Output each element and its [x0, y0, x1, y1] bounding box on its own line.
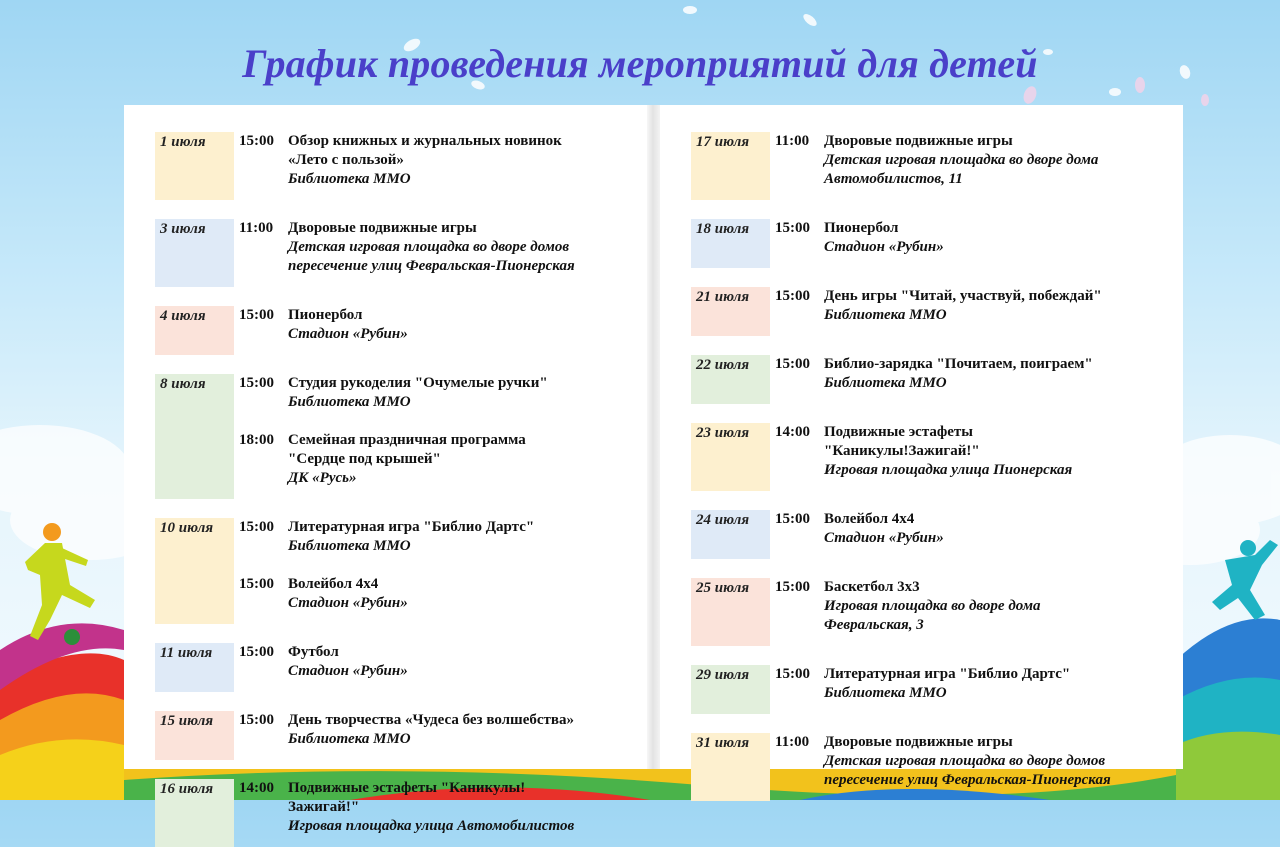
event-text: [824, 578, 1179, 635]
event-title-line: Литературная игра "Библио Дартс": [824, 666, 1071, 682]
event-venue-line: Февральская, 3: [824, 617, 924, 633]
event-item: [775, 287, 1179, 325]
event-venue-line: Стадион «Рубин»: [824, 530, 944, 546]
event-time: 11:00: [239, 220, 274, 236]
event-time: 15:00: [775, 220, 810, 236]
event-title-line: Подвижные эстафеты: [824, 424, 974, 440]
event-time: 11:00: [775, 734, 810, 750]
event-item: [239, 132, 643, 189]
event-title-line: Литературная игра "Библио Дартс": [288, 519, 535, 535]
date-label: 1 июля: [155, 132, 234, 200]
schedule-entry: [660, 578, 1183, 646]
date-label: 29 июля: [691, 665, 770, 714]
schedule-entry: [660, 510, 1183, 559]
page-title: График проведения мероприятий для детей: [242, 41, 1038, 86]
event-item: [239, 219, 643, 276]
event-title-line: Волейбол 4х4: [824, 511, 915, 527]
event-title-line: Дворовые подвижные игры: [288, 220, 477, 236]
event-time: 18:00: [239, 432, 274, 448]
event-item: [239, 374, 643, 412]
event-text: [824, 510, 1179, 548]
event-title-line: День творчества «Чудеса без волшебства»: [288, 712, 574, 728]
date-label: 8 июля: [155, 374, 234, 499]
event-title-line: Футбол: [288, 644, 339, 660]
event-time: 15:00: [775, 356, 810, 372]
event-item: [775, 423, 1179, 480]
event-text: [288, 132, 643, 189]
schedule-entry: [660, 733, 1183, 801]
date-label: 11 июля: [155, 643, 234, 692]
date-label: 16 июля: [155, 779, 234, 847]
event-title-line: Обзор книжных и журнальных новинок: [288, 133, 562, 149]
schedule-entry: [124, 779, 647, 847]
event-venue-line: Библиотека ММО: [288, 731, 411, 747]
event-venue-line: Библиотека ММО: [288, 538, 411, 554]
schedule-entry: [660, 219, 1183, 268]
event-time: 15:00: [239, 712, 274, 728]
schedule-panel-right: [660, 105, 1183, 788]
event-item: [775, 578, 1179, 635]
schedule-entry: [660, 665, 1183, 714]
event-title-line: Дворовые подвижные игры: [824, 734, 1013, 750]
event-item: [775, 219, 1179, 257]
date-label: 17 июля: [691, 132, 770, 200]
event-item: [239, 518, 643, 556]
event-venue-line: Библиотека ММО: [824, 307, 947, 323]
event-venue-line: Стадион «Рубин»: [288, 595, 408, 611]
event-text: [824, 423, 1179, 480]
event-text: [824, 132, 1179, 189]
date-label: 31 июля: [691, 733, 770, 801]
event-time: 14:00: [775, 424, 810, 440]
schedule-entry: [660, 132, 1183, 200]
event-time: 11:00: [775, 133, 810, 149]
event-venue-line: пересечение улиц Февральская-Пионерская: [824, 772, 1111, 788]
event-time: 15:00: [239, 375, 274, 391]
schedule-entry: [660, 287, 1183, 336]
event-title-line: Дворовые подвижные игры: [824, 133, 1013, 149]
event-title-line: Пионербол: [824, 220, 899, 236]
date-label: 22 июля: [691, 355, 770, 404]
date-label: 25 июля: [691, 578, 770, 646]
event-venue-line: Стадион «Рубин»: [288, 663, 408, 679]
event-title-line: Студия рукоделия "Очумелые ручки": [288, 375, 548, 391]
event-text: [288, 711, 643, 749]
event-title-line: Пионербол: [288, 307, 363, 323]
event-text: [288, 374, 643, 412]
event-title-line: Семейная праздничная программа: [288, 432, 526, 448]
event-text: [288, 643, 643, 681]
schedule-panel-left: [124, 105, 647, 834]
date-label: 18 июля: [691, 219, 770, 268]
event-title-line: День игры "Читай, участвуй, побеждай": [824, 288, 1102, 304]
event-item: [775, 510, 1179, 548]
event-title-line: Зажигай!": [288, 799, 360, 815]
event-venue-line: Стадион «Рубин»: [288, 326, 408, 342]
event-time: 15:00: [239, 576, 274, 592]
event-text: [824, 355, 1179, 393]
event-time: 15:00: [239, 133, 274, 149]
schedule-entry: [124, 518, 647, 624]
schedule-entry: [124, 306, 647, 355]
schedule-entry: [124, 132, 647, 200]
event-venue-line: Детская игровая площадка во дворе домов: [824, 753, 1106, 769]
date-label: 23 июля: [691, 423, 770, 491]
event-time: 15:00: [775, 511, 810, 527]
event-text: [288, 575, 643, 613]
schedule-entry: [124, 711, 647, 760]
schedule-entry: [660, 423, 1183, 491]
event-item: [239, 711, 643, 749]
ribbons-left-decoration: [0, 623, 124, 800]
event-item: [239, 779, 643, 836]
event-venue-line: Игровая площадка улица Пионерская: [824, 462, 1073, 478]
event-item: [239, 431, 643, 488]
schedule-entry: [124, 643, 647, 692]
event-time: 14:00: [239, 780, 274, 796]
date-label: 3 июля: [155, 219, 234, 287]
event-time: 15:00: [239, 644, 274, 660]
event-text: [824, 665, 1179, 703]
schedule-entry: [124, 219, 647, 287]
event-item: [239, 643, 643, 681]
event-text: [288, 518, 643, 556]
date-label: 15 июля: [155, 711, 234, 760]
event-text: [824, 219, 1179, 257]
event-title-line: Подвижные эстафеты "Каникулы!: [288, 780, 526, 796]
event-venue-line: Автомобилистов, 11: [824, 171, 963, 187]
date-label: 4 июля: [155, 306, 234, 355]
event-time: 15:00: [775, 288, 810, 304]
event-item: [775, 132, 1179, 189]
date-label: 10 июля: [155, 518, 234, 624]
event-time: 15:00: [239, 307, 274, 323]
event-time: 15:00: [775, 579, 810, 595]
event-text: [288, 306, 643, 344]
event-title-line: Библио-зарядка "Почитаем, поиграем": [824, 356, 1093, 372]
event-title-line: Баскетбол 3х3: [824, 579, 920, 595]
schedule-entry: [124, 374, 647, 499]
event-text: [824, 287, 1179, 325]
event-item: [239, 306, 643, 344]
date-label: 21 июля: [691, 287, 770, 336]
event-title-line: Волейбол 4х4: [288, 576, 379, 592]
event-venue-line: ДК «Русь»: [288, 470, 357, 486]
event-text: [288, 431, 643, 488]
schedule-entry: [660, 355, 1183, 404]
event-text: [824, 733, 1179, 790]
event-venue-line: Стадион «Рубин»: [824, 239, 944, 255]
event-text: [288, 219, 643, 276]
event-item: [775, 355, 1179, 393]
event-title-line: "Сердце под крышей": [288, 451, 441, 467]
event-venue-line: Детская игровая площадка во дворе дома: [824, 152, 1099, 168]
ribbons-right-decoration: [1176, 618, 1280, 800]
event-item: [239, 575, 643, 613]
event-venue-line: пересечение улиц Февральская-Пионерская: [288, 258, 575, 274]
event-text: [288, 779, 643, 836]
event-venue-line: Библиотека ММО: [824, 685, 947, 701]
event-item: [775, 665, 1179, 703]
event-time: 15:00: [239, 519, 274, 535]
column-divider: [647, 105, 660, 769]
event-venue-line: Игровая площадка во дворе дома: [824, 598, 1041, 614]
event-venue-line: Игровая площадка улица Автомобилистов: [288, 818, 575, 834]
event-venue-line: Библиотека ММО: [824, 375, 947, 391]
date-label: 24 июля: [691, 510, 770, 559]
event-venue-line: Детская игровая площадка во дворе домов: [288, 239, 570, 255]
event-time: 15:00: [775, 666, 810, 682]
event-item: [775, 733, 1179, 790]
event-title-line: "Каникулы!Зажигай!": [824, 443, 980, 459]
event-title-line: «Лето с пользой»: [288, 152, 404, 168]
event-venue-line: Библиотека ММО: [288, 171, 411, 187]
event-venue-line: Библиотека ММО: [288, 394, 411, 410]
